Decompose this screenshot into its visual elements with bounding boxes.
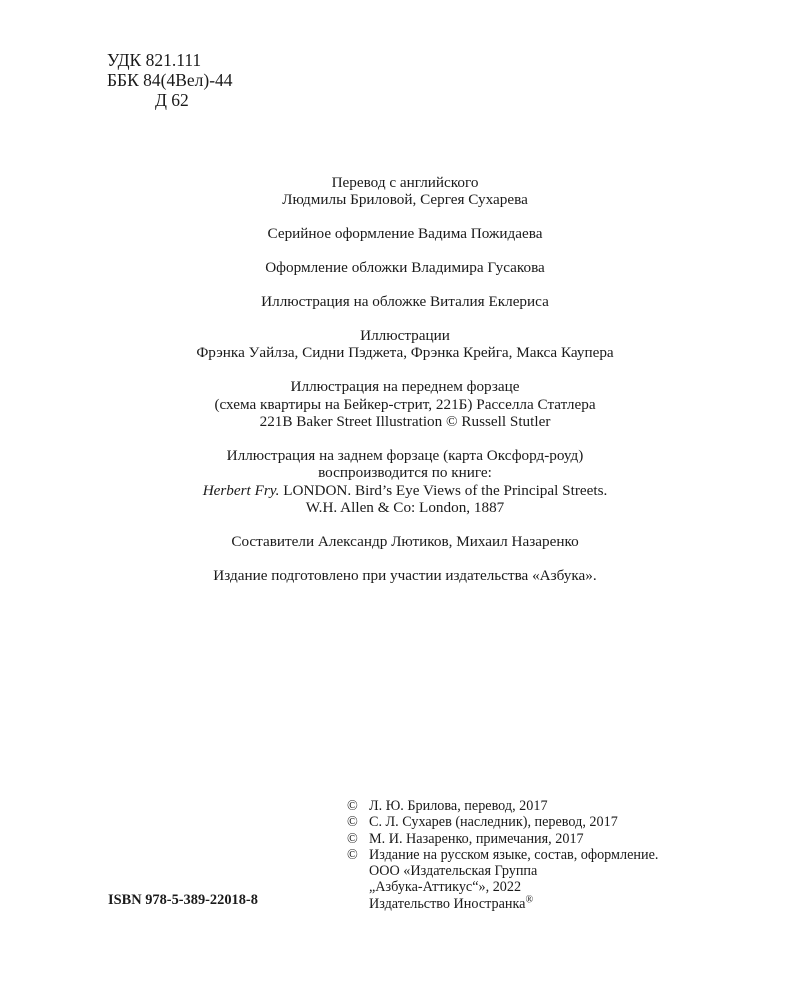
cover-illustration-credit xyxy=(100,293,710,310)
copyright-continuation: ООО «Издательская Группа xyxy=(369,863,538,880)
copyright-text: М. И. Назаренко, примечания, 2017 xyxy=(369,830,584,847)
source-title: LONDON. Bird’s Eye Views of the Principal Streets. xyxy=(279,481,608,499)
copyright-text: С. Л. Сухарев (наследник), перевод, 2017 xyxy=(369,814,618,831)
copyright-text: Издание на русском языке, состав, оформление. xyxy=(369,846,659,863)
copyright-symbol: © xyxy=(347,830,358,847)
back-endpaper-line-1: Иллюстрация на заднем форзаце (карта Оксфорд-роуд) xyxy=(226,447,584,465)
back-endpaper-source xyxy=(100,482,710,499)
copyright-continuation: „Азбука-Аттикус“», 2022 xyxy=(369,879,522,896)
publisher-note-text: Издание подготовлено при участии издательства «Азбука». xyxy=(213,567,597,585)
publisher-name: Издательство Иностранка xyxy=(369,895,526,912)
bbk-code: ББК 84(4Вел)-44 xyxy=(107,70,233,90)
publisher-note xyxy=(100,567,710,584)
classification-block xyxy=(107,50,233,110)
illustrations-credit xyxy=(100,327,710,362)
illustrations-label: Иллюстрации xyxy=(360,327,450,345)
front-endpaper-line-1: Иллюстрация на переднем форзаце xyxy=(290,378,520,396)
author-mark: Д 62 xyxy=(155,90,189,110)
front-endpaper-credit xyxy=(100,378,710,430)
series-design-credit xyxy=(100,225,710,242)
cover-design-credit xyxy=(100,259,710,276)
series-design-text: Серийное оформление Вадима Пожидаева xyxy=(267,225,543,243)
copyright-symbol: © xyxy=(347,846,358,863)
registered-mark: ® xyxy=(525,894,534,906)
cover-design-text: Оформление обложки Владимира Гусакова xyxy=(265,259,545,277)
copyright-line xyxy=(347,798,658,814)
isbn: ISBN 978-5-389-22018-8 xyxy=(108,892,258,908)
back-endpaper-line-2: воспроизводится по книге: xyxy=(318,464,492,482)
copyright-continuation-publisher xyxy=(347,896,658,912)
source-author: Herbert Fry. xyxy=(202,481,280,499)
translation-label: Перевод с английского xyxy=(331,174,479,191)
translation-credit xyxy=(100,174,710,209)
back-endpaper-line-4: W.H. Allen & Co: London, 1887 xyxy=(305,499,505,517)
copyright-symbol: © xyxy=(347,814,358,831)
copyright-text: Л. Ю. Брилова, перевод, 2017 xyxy=(369,798,548,814)
udk-code: УДК 821.111 xyxy=(107,50,202,70)
front-endpaper-line-2: (схема квартиры на Бейкер-стрит, 221Б) Расселла Статлера xyxy=(214,395,596,413)
illustrations-artists: Фрэнка Уайлза, Сидни Пэджета, Фрэнка Крейга, Макса Каупера xyxy=(196,344,614,362)
copyright-line xyxy=(347,814,658,830)
credits-block xyxy=(100,174,710,601)
translator-names: Людмилы Бриловой, Сергея Сухарева xyxy=(282,191,528,209)
copyright-line xyxy=(347,831,658,847)
compilers-text: Составители Александр Лютиков, Михаил Назаренко xyxy=(231,533,579,551)
copyright-block xyxy=(347,798,658,912)
copyright-symbol: © xyxy=(347,798,358,814)
compilers-credit xyxy=(100,533,710,550)
copyright-line xyxy=(347,847,658,863)
front-endpaper-line-3: 221B Baker Street Illustration © Russell Stutler xyxy=(259,413,551,431)
cover-illustration-text: Иллюстрация на обложке Виталия Еклериса xyxy=(261,293,549,311)
back-endpaper-credit xyxy=(100,447,710,517)
